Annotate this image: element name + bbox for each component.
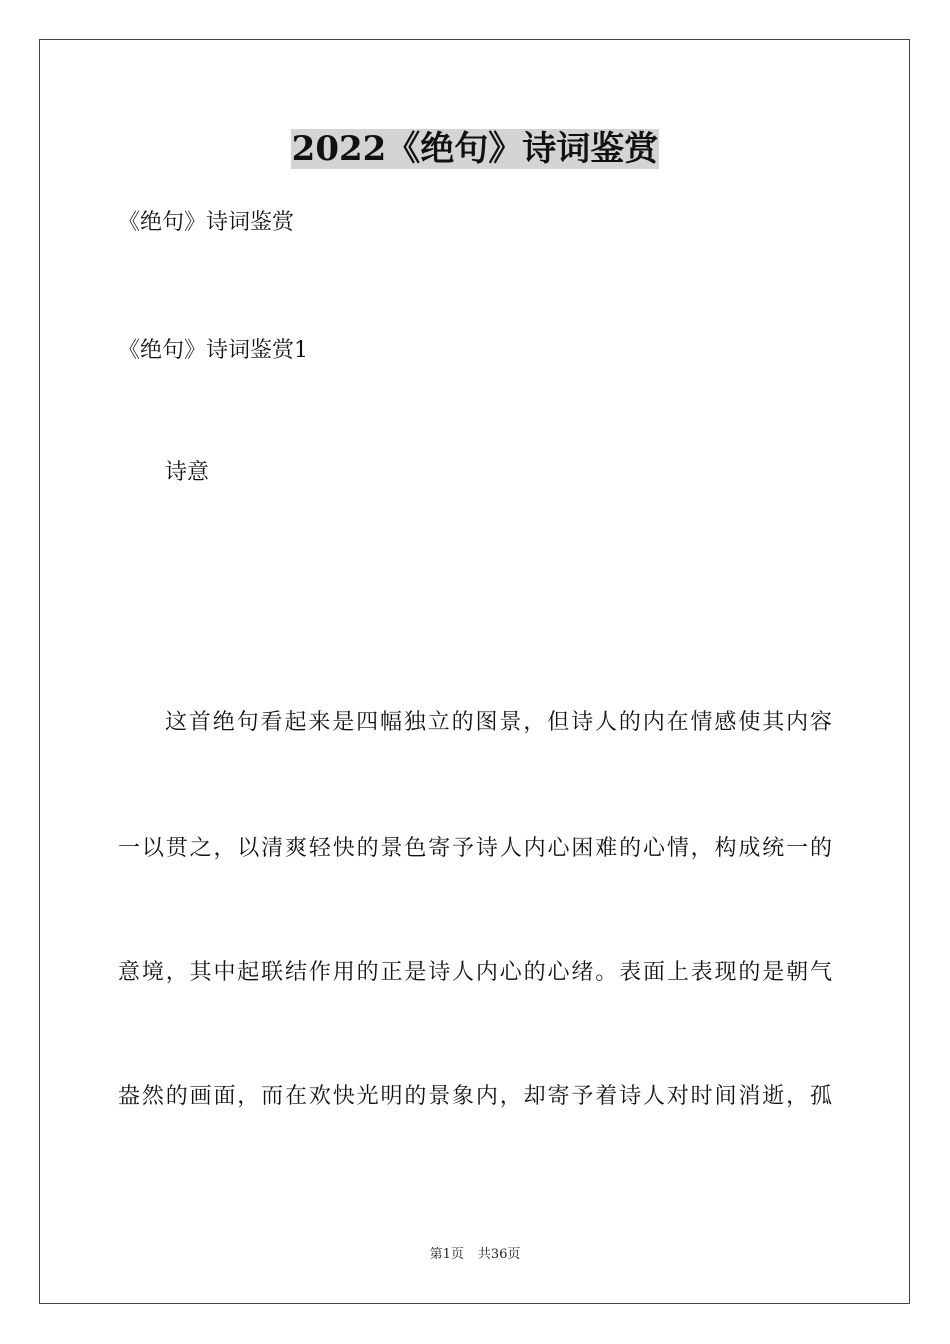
page-number-total: 共36页 xyxy=(477,1247,521,1262)
document-title-text: 2022《绝句》诗词鉴赏 xyxy=(291,129,659,169)
page-footer xyxy=(0,1246,950,1264)
page-number-current: 第1页 xyxy=(429,1247,464,1262)
document-subtitle: 《绝句》诗词鉴赏 xyxy=(118,210,295,235)
section-heading: 《绝句》诗词鉴赏1 xyxy=(118,338,308,363)
section-label-poem-meaning: 诗意 xyxy=(165,460,210,485)
paragraph-line: 盎然的画面，而在欢快光明的景象内，却寄予着诗人对时间消逝，孤 xyxy=(118,1084,832,1109)
paragraph-line: 意境，其中起联结作用的正是诗人内心的心绪。表面上表现的是朝气 xyxy=(118,960,832,985)
paragraph-line: 一以贯之，以清爽轻快的景色寄予诗人内心困难的心情，构成统一的 xyxy=(118,836,832,861)
paragraph-line: 这首绝句看起来是四幅独立的图景，但诗人的内在情感使其内容 xyxy=(165,710,832,735)
document-title xyxy=(0,127,950,171)
